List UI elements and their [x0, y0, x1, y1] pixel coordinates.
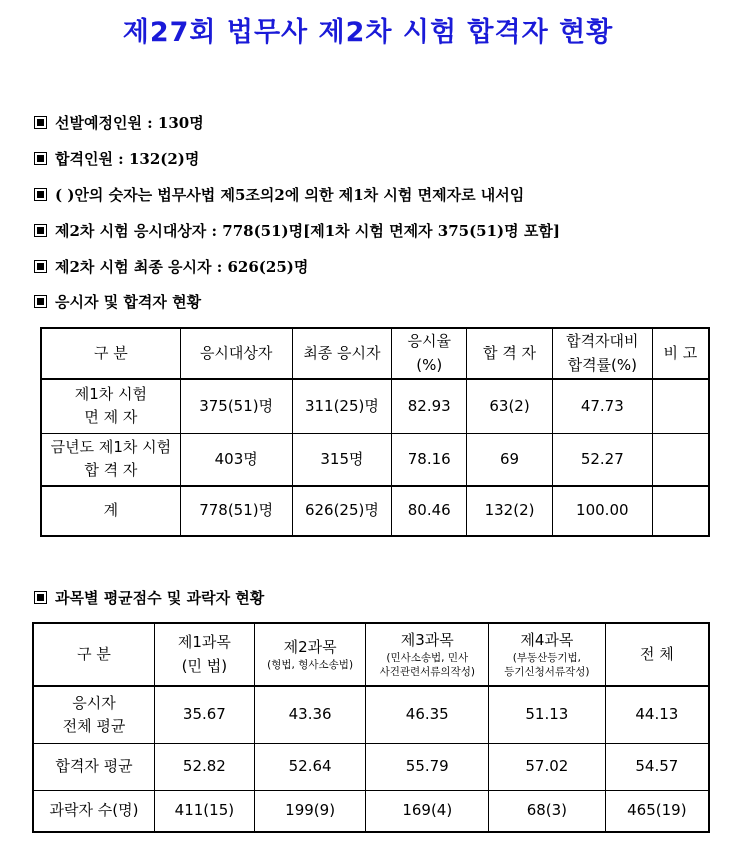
bullet-note: ( )안의 숫자는 법무사법 제5조의2에 의한 제1차 시험 면제자로 내서임 [34, 184, 524, 205]
table-row: 과락자 수(명) 411(15) 199(9) 169(4) 68(3) 465(19) [33, 790, 709, 832]
square-bullet-icon [34, 152, 47, 165]
header-subject3: 제3과목 (민사소송법, 민사 사건관련서류의작성) [366, 623, 489, 686]
header-final: 최종 응시자 [292, 328, 392, 379]
table-row: 금년도 제1차 시험 합 격 자 403명 315명 78.16 69 52.27 [41, 433, 709, 486]
header-ratio: 합격자대비 합격률(%) [552, 328, 652, 379]
bullet-final: 제2차 시험 최종 응시자 : 626(25)명 [34, 256, 308, 277]
square-bullet-icon [34, 116, 47, 129]
header-subject1: 제1과목 (민 법) [155, 623, 255, 686]
table-total-row: 계 778(51)명 626(25)명 80.46 132(2) 100.00 [41, 486, 709, 536]
table-header-row [33, 623, 709, 686]
applicants-table [40, 327, 710, 537]
header-rate: 응시율 (%) [392, 328, 467, 379]
header-subject2: 제2과목 (형법, 형사소송법) [254, 623, 366, 686]
bullet-section1: 응시자 및 합격자 현황 [34, 291, 201, 312]
square-bullet-icon [34, 591, 47, 604]
square-bullet-icon [34, 260, 47, 273]
square-bullet-icon [34, 224, 47, 237]
table-row: 응시자 전체 평균 35.67 43.36 46.35 51.13 44.13 [33, 686, 709, 743]
bullet-quota: 선발예정인원 : 130명 [34, 112, 204, 133]
square-bullet-icon [34, 295, 47, 308]
header-target: 응시대상자 [180, 328, 292, 379]
subject-scores-table [32, 622, 710, 833]
table-row: 합격자 평균 52.82 52.64 55.79 57.02 54.57 [33, 743, 709, 790]
header-gubun: 구 분 [41, 328, 180, 379]
square-bullet-icon [34, 188, 47, 201]
table-header-row [41, 328, 709, 379]
section-subject-scores: 과목별 평균점수 및 과락자 현황 [34, 587, 264, 608]
bullet-targets: 제2차 시험 응시대상자 : 778(51)명[제1차 시험 면제자 375(51)명 포함] [34, 220, 560, 241]
header-pass: 합 격 자 [467, 328, 553, 379]
header-note: 비 고 [652, 328, 709, 379]
header-subject4: 제4과목 (부동산등기법, 등기신청서류작성) [489, 623, 606, 686]
header-gubun: 구 분 [33, 623, 155, 686]
bullet-passed: 합격인원 : 132(2)명 [34, 148, 199, 169]
page-title: 제27회 법무사 제2차 시험 합격자 현황 [122, 17, 614, 48]
table-row: 제1차 시험 면 제 자 375(51)명 311(25)명 82.93 63(2) 47.73 [41, 379, 709, 433]
header-total: 전 체 [605, 623, 709, 686]
